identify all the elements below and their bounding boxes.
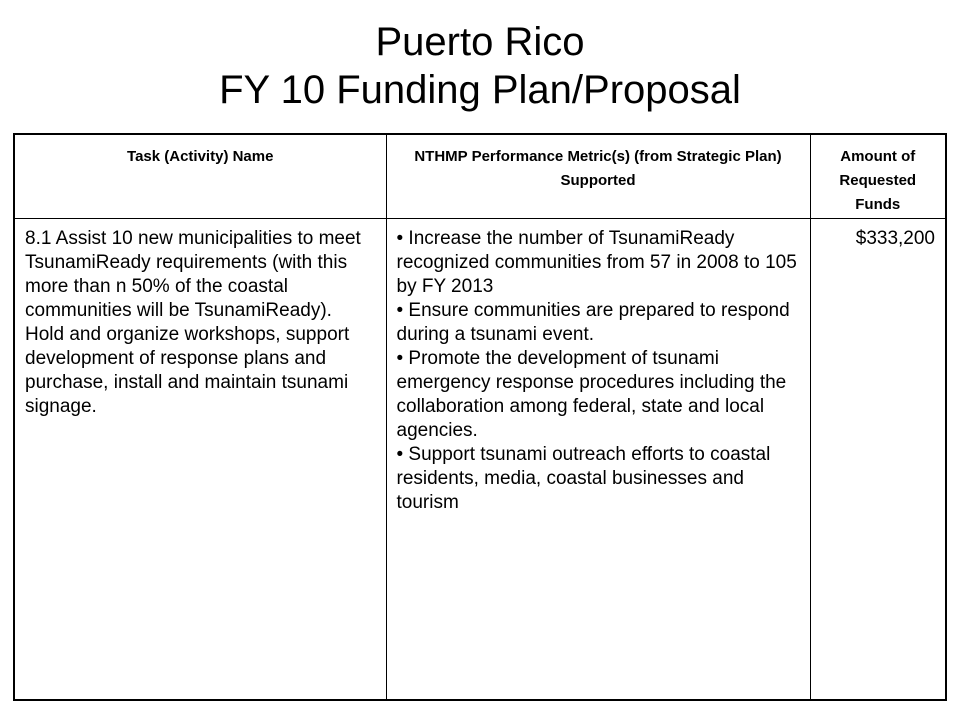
slide-title-line-1: Puerto Rico [375,20,585,64]
requested-amount-cell: $333,200 [810,218,946,700]
slide-title-line-2: FY 10 Funding Plan/Proposal [219,68,741,112]
table-row [14,218,946,700]
header-requested-amount: Amount of Requested Funds [810,134,946,218]
metric-bullet: • Increase the number of TsunamiReady recognized communities from 57 in 2008 to 105 by FY 2013 [396,227,797,297]
metric-bullet: • Promote the development of tsunami emergency response procedures including the collaboration among federal, state and local agencies. [396,347,787,441]
metric-bullet: • Ensure communities are prepared to respond during a tsunami event. [396,299,790,345]
header-performance-metric: NTHMP Performance Metric(s) (from Strategic Plan) Supported [386,134,810,218]
metric-bullet: • Support tsunami outreach efforts to coastal residents, media, coastal businesses and tourism [396,443,771,513]
table-header-row [14,134,946,218]
header-task-name: Task (Activity) Name [14,134,386,218]
metrics-cell [386,218,810,700]
funding-plan-table [13,133,947,701]
slide-title [0,18,960,114]
task-description-cell: 8.1 Assist 10 new municipalities to meet TsunamiReady requirements (with this more than n 50% of the coastal communities will be TsunamiReady). Hold and organize workshops, support development of response plans and purchase, install and maintain tsunami signage. [14,218,386,700]
